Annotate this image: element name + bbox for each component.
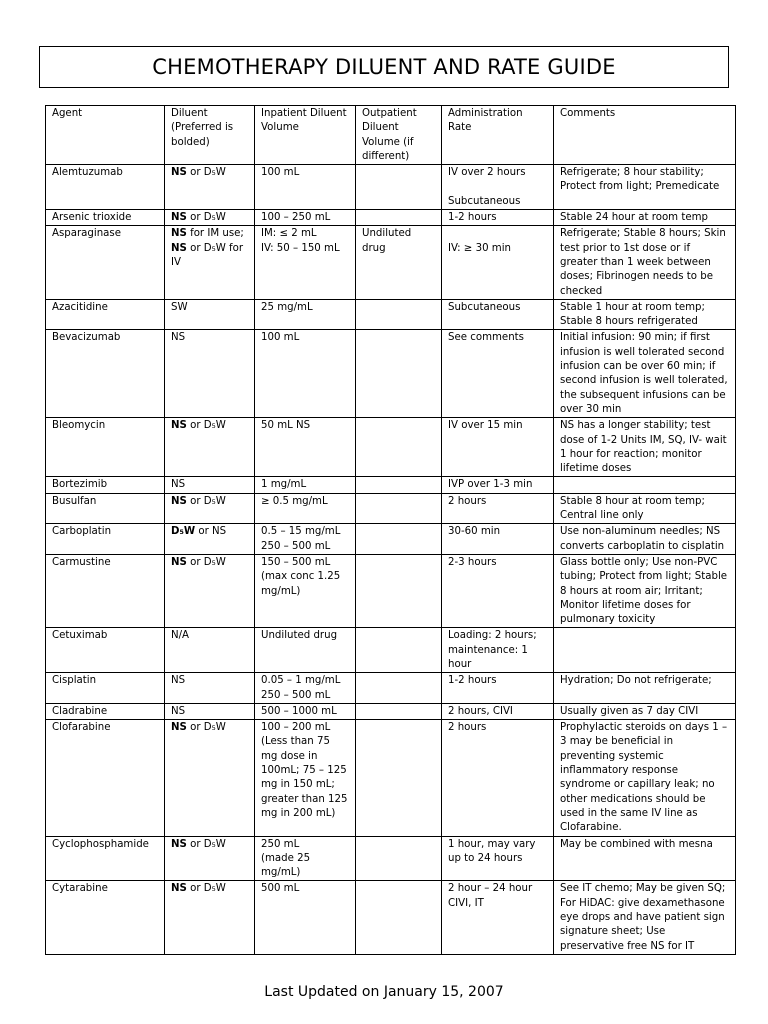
rate-line: IV: ≥ 30 min [448,242,511,254]
rate-line: 1-2 hours [448,675,497,687]
diluent-cell [165,836,255,881]
diluent-text: or NS [195,526,227,538]
rate-line: 2 hours [448,722,487,734]
diluent-text: or D₅W [186,420,226,432]
rate-line: IVP over 1-3 min [448,479,533,491]
comments-cell: Use non-aluminum needles; NS converts carboplatin to cisplatin [554,524,736,555]
page-title: CHEMOTHERAPY DILUENT AND RATE GUIDE [152,55,616,79]
inpatient-line: 50 mL NS [261,420,311,432]
column-header-diluent: Diluent (Preferred is bolded) [165,106,255,165]
diluent-text: NS [171,675,186,687]
administration-rate-cell [442,720,554,836]
diluent-cell [165,493,255,524]
diluent-text: or D₅W [186,722,226,734]
inpatient-line: (made 25 mg/mL) [261,852,314,879]
outpatient-volume-cell [356,628,442,673]
inpatient-line: 100 – 200 mL (Less than 75 mg dose in 100mL; 75 – 125 mg in 150 mL; greater than 125 mg in 200 mL) [261,722,351,819]
inpatient-volume-cell [255,493,356,524]
diluent-preferred: NS [171,228,187,240]
diluent-preferred: NS [171,495,187,507]
rate-line [448,227,547,241]
diluent-cell [165,554,255,627]
diluent-cell [165,210,255,226]
table-row [46,210,736,226]
comments-cell: Stable 8 hour at room temp; Central line only [554,493,736,524]
administration-rate-cell [442,881,554,954]
table-body [46,165,736,955]
table-row [46,881,736,954]
rate-line: IV over 2 hours [448,167,526,179]
inpatient-line: IM: ≤ 2 mL [261,228,317,240]
agent-cell: Cetuximab [46,628,165,673]
diluent-text: or D₅W [186,838,226,850]
header-row [46,106,736,165]
outpatient-volume-cell [356,673,442,704]
diluent-preferred: NS [171,883,187,895]
inpatient-volume-cell [255,330,356,418]
outpatient-volume-cell [356,210,442,226]
agent-cell: Bevacizumab [46,330,165,418]
inpatient-line: 150 – 500 mL (max conc 1.25 mg/mL) [261,556,344,597]
diluent-preferred: D₅W [171,526,196,538]
diluent-cell [165,720,255,836]
inpatient-line: 0.5 – 15 mg/mL [261,526,341,538]
comments-cell [554,477,736,493]
comments-cell: Prophylactic steroids on days 1 – 3 may be beneficial in preventing systemic inflammatory response syndrome or capillary leak; no other medications should be used in the same IV line as Clofarabine. [554,720,736,836]
comments-cell: Usually given as 7 day CIVI [554,703,736,719]
table-row [46,836,736,881]
inpatient-volume-cell [255,703,356,719]
diluent-cell [165,165,255,210]
diluent-preferred: NS [171,167,187,179]
agent-cell: Cladrabine [46,703,165,719]
outpatient-volume-cell [356,165,442,210]
diluent-cell [165,673,255,704]
inpatient-line: IV: 50 – 150 mL [261,242,340,254]
inpatient-line: 100 – 250 mL [261,212,331,224]
outpatient-volume-cell [356,836,442,881]
administration-rate-cell [442,703,554,719]
outpatient-volume-cell [356,720,442,836]
comments-cell: Stable 24 hour at room temp [554,210,736,226]
outpatient-volume-cell [356,477,442,493]
table-row [46,720,736,836]
inpatient-line: 250 – 500 mL [261,689,331,701]
title-box [39,46,729,88]
inpatient-line: ≥ 0.5 mg/mL [261,495,328,507]
comments-cell: Glass bottle only; Use non-PVC tubing; Protect from light; Stable 8 hours at room air; Irritant; Monitor lifetime doses for pulmonary toxicity [554,554,736,627]
diluent-text: N/A [171,630,190,642]
comments-cell: Hydration; Do not refrigerate; [554,673,736,704]
inpatient-line: 1 mg/mL [261,479,307,491]
outpatient-volume-cell [356,524,442,555]
diluent-text: or D₅W [186,167,226,179]
diluent-text: or D₅W [186,495,226,507]
agent-cell: Carboplatin [46,524,165,555]
diluent-text: or D₅W [186,212,226,224]
diluent-cell [165,226,255,299]
table-row [46,477,736,493]
agent-cell: Cytarabine [46,881,165,954]
diluent-cell [165,524,255,555]
rate-line: 1-2 hours [448,212,497,224]
agent-cell: Clofarabine [46,720,165,836]
footer-last-updated: Last Updated on January 15, 2007 [264,984,504,1000]
inpatient-volume-cell [255,673,356,704]
diluent-text: NS [171,705,186,717]
agent-cell: Azacitidine [46,299,165,330]
comments-cell [554,628,736,673]
agent-cell: Bleomycin [46,418,165,477]
inpatient-volume-cell [255,720,356,836]
column-header-outpatient-volume: Outpatient Diluent Volume (if different) [356,106,442,165]
inpatient-volume-cell [255,418,356,477]
agent-cell: Carmustine [46,554,165,627]
diluent-preferred: NS [171,242,187,254]
rate-line: 2-3 hours [448,556,497,568]
inpatient-volume-cell [255,881,356,954]
administration-rate-cell [442,554,554,627]
table-row [46,165,736,210]
diluent-cell [165,299,255,330]
diluent-text: or D₅W [186,556,226,568]
agent-cell: Bortezimib [46,477,165,493]
diluent-text: SW [171,301,188,313]
diluent-text: for IM use; [186,228,244,240]
table-row [46,299,736,330]
inpatient-line: 500 mL [261,883,300,895]
comments-cell: See IT chemo; May be given SQ; For HiDAC: give dexamethasone eye drops and have patient sign signature sheet; Use preservative free NS for IT [554,881,736,954]
table-row [46,554,736,627]
table-row [46,628,736,673]
inpatient-volume-cell [255,836,356,881]
diluent-preferred: NS [171,212,187,224]
inpatient-line: 100 mL [261,332,300,344]
table-row [46,418,736,477]
inpatient-volume-cell [255,226,356,299]
rate-line: Loading: 2 hours; maintenance: 1 hour [448,630,540,670]
column-header-inpatient-volume: Inpatient Diluent Volume [255,106,356,165]
rate-line: 2 hour – 24 hour CIVI, IT [448,883,536,909]
outpatient-volume-cell [356,493,442,524]
diluent-preferred: NS [171,420,187,432]
inpatient-volume-cell [255,210,356,226]
agent-cell: Alemtuzumab [46,165,165,210]
rate-line: 2 hours [448,495,487,507]
diluent-preferred: NS [171,838,187,850]
diluent-text: or D₅W [186,883,226,895]
administration-rate-cell [442,210,554,226]
diluent-text: NS [171,332,186,344]
rate-line [448,180,547,194]
diluent-cell [165,628,255,673]
administration-rate-cell [442,299,554,330]
inpatient-volume-cell [255,554,356,627]
guide-table [45,105,736,955]
diluent-preferred: NS [171,556,187,568]
inpatient-line: 500 – 1000 mL [261,705,337,717]
administration-rate-cell [442,226,554,299]
agent-cell: Asparaginase [46,226,165,299]
diluent-cell [165,703,255,719]
administration-rate-cell [442,836,554,881]
outpatient-volume-cell [356,554,442,627]
table-row [46,330,736,418]
outpatient-volume-cell [356,703,442,719]
inpatient-volume-cell [255,628,356,673]
administration-rate-cell [442,477,554,493]
table-row [46,493,736,524]
diluent-preferred: NS [171,722,187,734]
administration-rate-cell [442,165,554,210]
diluent-text: or D₅W for IV [171,242,244,268]
administration-rate-cell [442,493,554,524]
comments-cell: May be combined with mesna [554,836,736,881]
column-header-administration-rate: Administration Rate [442,106,554,165]
diluent-cell [165,330,255,418]
comments-cell: Stable 1 hour at room temp; Stable 8 hours refrigerated [554,299,736,330]
diluent-cell [165,418,255,477]
inpatient-line: 100 mL [261,167,300,179]
table-row [46,673,736,704]
comments-cell: Refrigerate; Stable 8 hours; Skin test prior to 1st dose or if greater than 1 week between doses; Fibrinogen needs to be checked [554,226,736,299]
administration-rate-cell [442,330,554,418]
outpatient-volume-cell [356,299,442,330]
rate-line: 2 hours, CIVI [448,705,513,717]
rate-line: Subcutaneous [448,301,521,313]
comments-cell: NS has a longer stability; test dose of 1-2 Units IM, SQ, IV- wait 1 hour for reaction; monitor lifetime doses [554,418,736,477]
inpatient-line: 25 mg/mL [261,301,313,313]
diluent-cell [165,881,255,954]
administration-rate-cell [442,418,554,477]
diluent-cell [165,477,255,493]
administration-rate-cell [442,524,554,555]
agent-cell: Cisplatin [46,673,165,704]
inpatient-line: 250 mL [261,838,300,850]
inpatient-line: 0.05 – 1 mg/mL [261,675,341,687]
diluent-text: NS [171,479,186,491]
outpatient-volume-cell [356,418,442,477]
table-row [46,226,736,299]
outpatient-line: Undiluted drug [362,228,415,254]
agent-cell: Arsenic trioxide [46,210,165,226]
inpatient-volume-cell [255,477,356,493]
agent-cell: Busulfan [46,493,165,524]
column-header-agent: Agent [46,106,165,165]
rate-line: See comments [448,332,524,344]
administration-rate-cell [442,628,554,673]
inpatient-line: 250 – 500 mL [261,540,331,552]
inpatient-volume-cell [255,165,356,210]
rate-line: Subcutaneous [448,195,521,207]
rate-line: IV over 15 min [448,420,523,432]
table-row [46,703,736,719]
rate-line: 1 hour, may vary up to 24 hours [448,838,539,864]
outpatient-volume-cell [356,881,442,954]
administration-rate-cell [442,673,554,704]
table-header [46,106,736,165]
inpatient-line: Undiluted drug [261,630,338,642]
agent-cell: Cyclophosphamide [46,836,165,881]
inpatient-volume-cell [255,524,356,555]
comments-cell: Initial infusion: 90 min; if first infusion is well tolerated second infusion can be over 60 min; if second infusion is well tolerated, the subsequent infusions can be over 30 min [554,330,736,418]
column-header-comments: Comments [554,106,736,165]
rate-line: 30-60 min [448,526,501,538]
outpatient-volume-cell [356,226,442,299]
comments-cell: Refrigerate; 8 hour stability; Protect from light; Premedicate [554,165,736,210]
inpatient-volume-cell [255,299,356,330]
table-row [46,524,736,555]
outpatient-volume-cell [356,330,442,418]
